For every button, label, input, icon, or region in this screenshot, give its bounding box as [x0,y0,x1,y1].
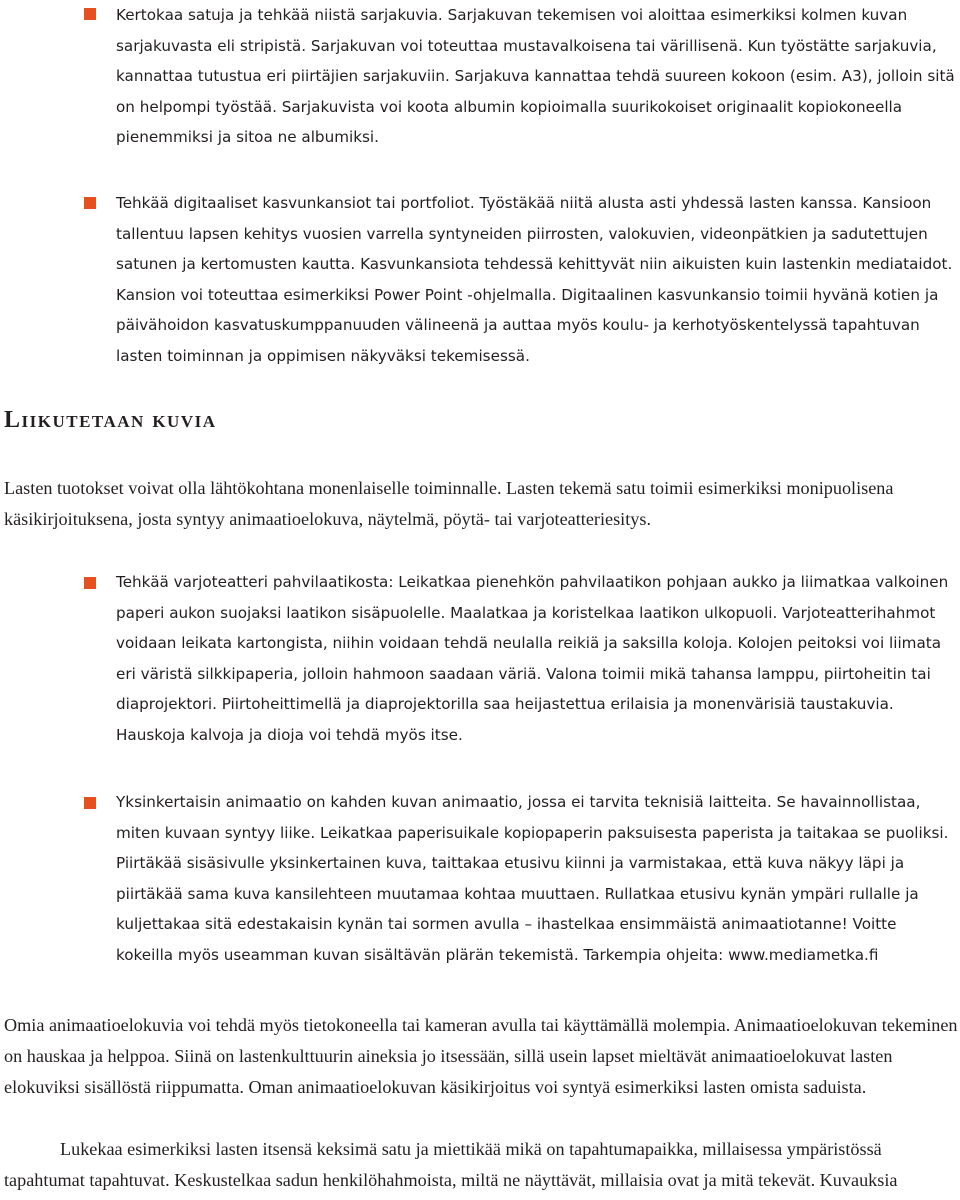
body-paragraph: Omia animaatioelokuvia voi tehdä myös tietokoneella tai kameran avulla tai käyttämällä molempia. Animaatioelokuvan tekeminen on hauskaa ja helppoa. Siinä on lastenkulttuurin aineksia jo itsessään, sillä usein lapset mieltävät animaatioelokuvat lasten elokuviksi sisällöstä riippumatta. Oman animaatioelokuvan käsikirjoitus voi syntyä esimerkiksi lasten omista saduista. [4,1015,958,1097]
section-heading: Liikutetaan kuvia [4,407,217,433]
square-bullet-icon [84,197,96,209]
square-bullet-icon [84,8,96,20]
bullet-text: Tehkää digitaaliset kasvunkansiot tai portfoliot. Työstäkää niitä alusta asti yhdessä lasten kanssa. Kansioon tallentuu lapsen kehitys vuosien varrella syntyneiden piirrosten, valokuvien, videonpätkien ja sadutettujen satunen ja kertomusten kautta. Kasvunkansiota tehdessä kehittyvät niin aikuisten kuin lastenkin mediataidot. Kansion voi toteuttaa esimerkiksi Power Point -ohjelmalla. Digitaalinen kasvunkansio toimii hyvänä kotien ja päivähoidon kasvatuskumppanuuden välineenä ja auttaa myös koulu- ja kerhotyöskentelyssä tapahtuvan lasten toiminnan ja oppimisen näkyväksi tekemisessä. [116,194,953,365]
bullet-text: Tehkää varjoteatteri pahvilaatikosta: Leikatkaa pienehkön pahvilaatikon pohjaan aukko ja liimatkaa valkoinen paperi aukon suojaksi laatikon sisäpuolelle. Maalatkaa ja koristelkaa laatikon ulkopuoli. Varjoteatterihahmot voidaan leikata kartongista, niihin voidaan tehdä neulalla reikiä ja saksilla koloja. Kolojen peitoksi voi liimata eri väristä silkkipaperia, jolloin hahmoon saadaan väriä. Valona toimii mikä tahansa lamppu, piirtoheitin tai diaprojektori. Piirtoheittimellä ja diaprojektorilla saa heijastettua erilaisia ja monenvärisiä taustakuvia. Hauskoja kalvoja ja dioja voi tehdä myös itse. [116,573,949,744]
bullet-text: Kertokaa satuja ja tehkää niistä sarjakuvia. Sarjakuvan tekemisen voi aloittaa esimerkiksi kolmen kuvan sarjakuvasta eli stripistä. Sarjakuvan voi toteuttaa mustavalkoisena tai värillisenä. Kun työstätte sarjakuvia, kannattaa tutustua eri piirtäjien sarjakuviin. Sarjakuva kannattaa tehdä suureen kokoon (esim. A3), jolloin sitä on helpompi työstää. Sarjakuvista voi koota albumin kopioimalla suurikokoiset originaalit kopiokoneella pienemmiksi ja sitoa ne albumiksi. [116,6,955,146]
intro-paragraph: Lasten tuotokset voivat olla lähtökohtana monenlaiselle toiminnalle. Lasten tekemä satu toimii esimerkiksi monipuolisena käsikirjoituksena, josta syntyy animaatioelokuva, näytelmä, pöytä- tai varjoteatteriesitys. [4,478,894,529]
body-paragraph: Lukekaa esimerkiksi lasten itsensä keksimä satu ja miettikää mikä on tapahtumapaikka, millaisessa ympäristössä tapahtumat tapahtuvat. Keskustelkaa sadun henkilöhahmoista, miltä ne näyttävät, millaisia ovat ja mitä tekevät. Kuvauksia [4,1139,898,1190]
square-bullet-icon [84,797,96,809]
bullet-text: Yksinkertaisin animaatio on kahden kuvan animaatio, jossa ei tarvita teknisiä laitteita. Se havainnollistaa, miten kuvaan syntyy liike. Leikatkaa paperisuikale kopiopaperin paksuisesta paperista ja taitakaa se puoliksi. Piirtäkää sisäsivulle yksinkertainen kuva, taittakaa etusivu kiinni ja varmistakaa, että kuva näkyy läpi ja piirtäkää sama kuva kansilehteen muutamaa kohtaa muuttaen. Rullatkaa etusivu kynän ympäri rullalle ja kuljettakaa sitä edestakaisin kynän tai sormen avulla – ihastelkaa ensimmäistä animaatiotanne! Voitte kokeilla myös useamman kuvan sisältävän plärän tekemistä. Tarkempia ohjeita: www.mediametka.fi [116,793,949,964]
square-bullet-icon [84,577,96,589]
